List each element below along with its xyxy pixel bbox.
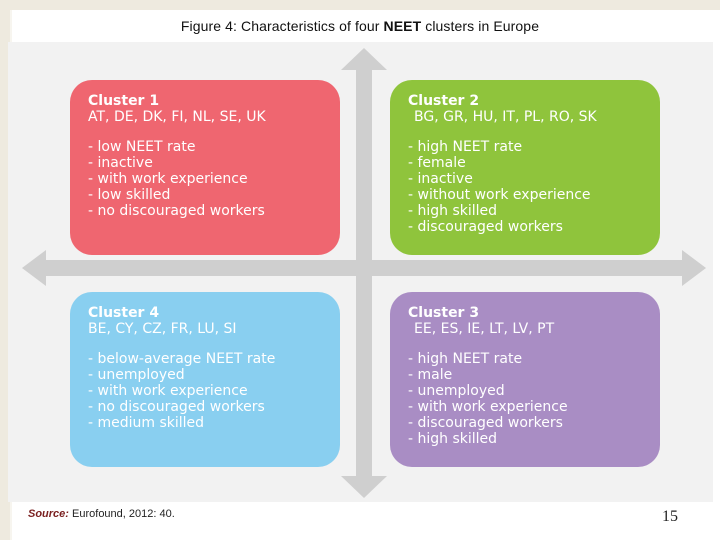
figure-title-bold: NEET xyxy=(383,18,422,34)
cluster-2-box xyxy=(390,80,660,255)
cluster-4-name: Cluster 4 xyxy=(88,305,160,321)
cluster-trait: - high NEET rate xyxy=(408,139,523,155)
cluster-trait: - below-average NEET rate xyxy=(88,351,276,367)
cluster-trait: - inactive xyxy=(88,155,153,171)
cluster-1-box xyxy=(70,80,340,255)
source-label: Source: xyxy=(28,508,69,520)
cluster-trait: - low skilled xyxy=(88,187,171,203)
cluster-trait: - discouraged workers xyxy=(408,415,563,431)
cluster-2-name: Cluster 2 xyxy=(408,93,480,109)
cluster-trait: - high skilled xyxy=(408,431,498,447)
cluster-4-countries: BE, CY, CZ, FR, LU, SI xyxy=(88,321,237,337)
cluster-4-traits xyxy=(88,351,326,431)
cluster-trait: - low NEET rate xyxy=(88,139,196,155)
vertical-axis-arrow-down xyxy=(341,476,387,498)
cluster-trait: - discouraged workers xyxy=(408,219,563,235)
cluster-trait: - high skilled xyxy=(408,203,498,219)
horizontal-axis-shaft xyxy=(44,260,684,276)
cluster-trait: - high NEET rate xyxy=(408,351,523,367)
source-text: Eurofound, 2012: 40. xyxy=(68,508,175,520)
cluster-3-countries: EE, ES, IE, LT, LV, PT xyxy=(414,321,555,337)
cluster-2-traits xyxy=(408,139,646,235)
figure-title-prefix: Figure 4: Characteristics of four xyxy=(180,18,384,34)
figure-title-suffix: clusters in Europe xyxy=(421,18,540,34)
horizontal-axis-arrow-right xyxy=(682,250,706,286)
cluster-1-countries: AT, DE, DK, FI, NL, SE, UK xyxy=(88,109,266,125)
cluster-1-name: Cluster 1 xyxy=(88,93,160,109)
cluster-trait: - unemployed xyxy=(88,367,185,383)
cluster-3-name: Cluster 3 xyxy=(408,305,480,321)
horizontal-axis-arrow-left xyxy=(22,250,46,286)
cluster-1-traits xyxy=(88,139,326,219)
cluster-trait: - no discouraged workers xyxy=(88,399,265,415)
cluster-trait: - with work experience xyxy=(88,171,248,187)
cluster-trait: - no discouraged workers xyxy=(88,203,265,219)
cluster-trait: - female xyxy=(408,155,466,171)
cluster-trait: - unemployed xyxy=(408,383,505,399)
source-citation xyxy=(28,508,175,520)
cluster-trait: - male xyxy=(408,367,453,383)
cluster-trait: - without work experience xyxy=(408,187,591,203)
cluster-3-box xyxy=(390,292,660,467)
cluster-2-countries: BG, GR, HU, IT, PL, RO, SK xyxy=(414,109,597,125)
cluster-trait: - inactive xyxy=(408,171,473,187)
cluster-trait: - medium skilled xyxy=(88,415,205,431)
cluster-trait: - with work experience xyxy=(88,383,248,399)
cluster-trait: - with work experience xyxy=(408,399,568,415)
cluster-3-traits xyxy=(408,351,646,447)
page-number: 15 xyxy=(662,508,678,525)
cluster-4-box xyxy=(70,292,340,467)
vertical-axis-arrow-up xyxy=(341,48,387,70)
